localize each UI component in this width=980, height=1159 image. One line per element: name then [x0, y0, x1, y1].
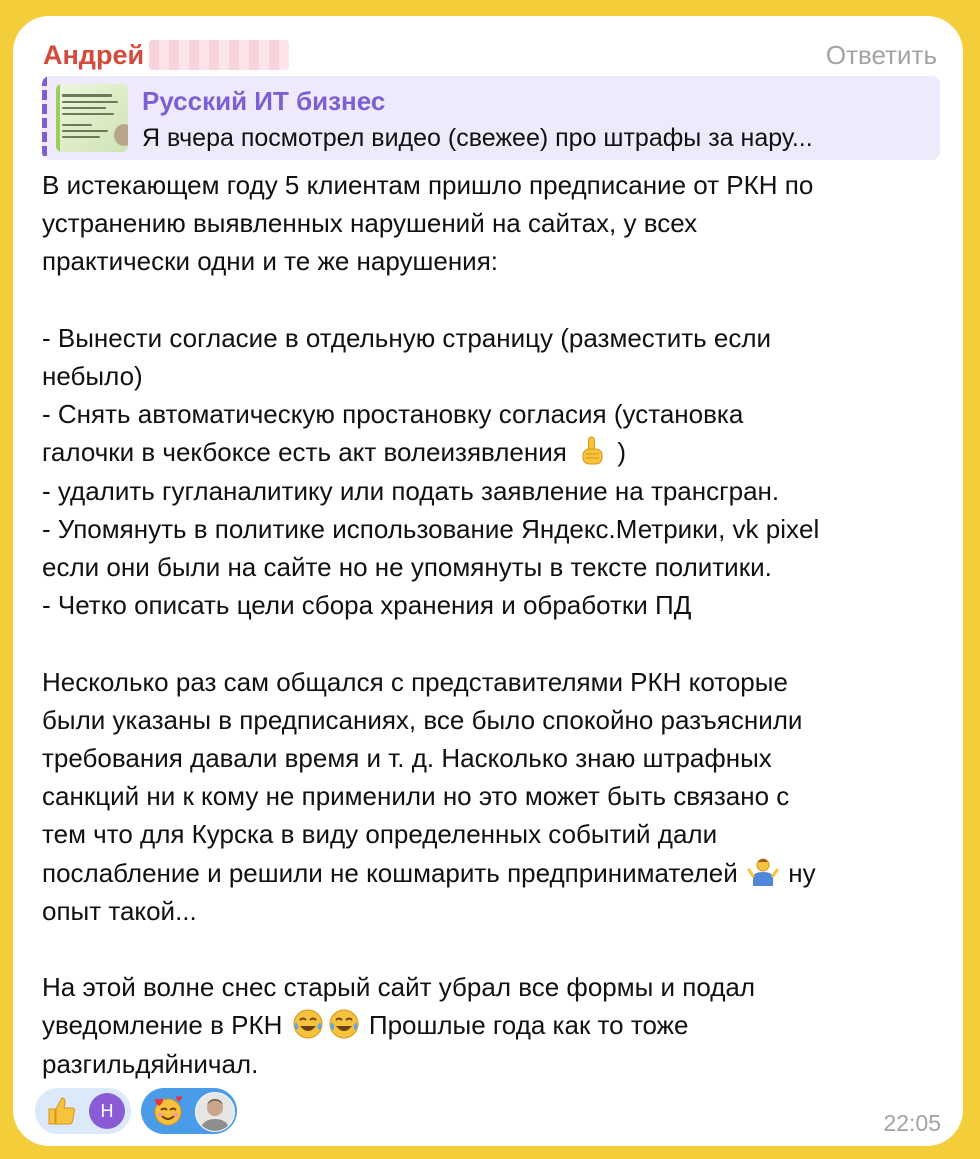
text-line-with-emoji: уведомление в РКН Прошлые года как то тоже: [42, 1010, 689, 1041]
text-line: санкций ни к кому не применили но это может быть связано с: [42, 781, 790, 812]
index-pointing-up-icon: [576, 435, 608, 467]
message-time: 22:05: [883, 1110, 941, 1136]
text-line: Несколько раз сам общался с представителями РКН которые: [42, 666, 788, 697]
text-line: опыт такой...: [42, 895, 197, 926]
reactor-avatar: Н: [89, 1093, 125, 1129]
text-line-with-emoji: галочки в чекбоксе есть акт волеизявления ): [42, 437, 626, 468]
text-line: разгильдяйничал.: [42, 1048, 259, 1079]
quote-text: Я вчера посмотрел видео (свежее) про штрафы за нару...: [142, 124, 813, 152]
text-line: небыло): [42, 361, 143, 391]
text-line: - Вынести согласие в отдельную страницу (разместить если: [42, 322, 772, 353]
sender-surname-blurred: [149, 40, 289, 70]
reply-button[interactable]: Ответить: [825, 40, 937, 70]
text-line: В истекающем году 5 клиентам пришло предписание от РКН по: [42, 170, 814, 200]
paragraph-3: [42, 663, 947, 930]
text-line: - Четко описать цели сбора хранения и обработки ПД: [42, 590, 692, 621]
paragraph-1: [42, 166, 947, 281]
text-line: - Снять автоматическую простановку согласия (установка: [42, 399, 744, 430]
face-with-tears-of-joy-icon: [292, 1008, 324, 1040]
paragraph-2: [42, 319, 947, 625]
smiling-face-with-hearts-icon: [151, 1094, 185, 1128]
text-line: - удалить гугланалитику или подать заявление на трансгран.: [42, 475, 780, 506]
text-line: - Упомянуть в политике использование Яндекс.Метрики, vk pixel: [42, 513, 820, 544]
message-text: [42, 166, 947, 1083]
text-line: были указаны в предписаниях, все было спокойно разъяснили: [42, 704, 803, 735]
reactor-avatar-photo: [195, 1092, 235, 1132]
text-line: требования давали время и т. д. Насколько знаю штрафных: [42, 743, 772, 774]
quote-title: Русский ИТ бизнес: [142, 86, 386, 116]
user-photo-icon: [196, 1093, 234, 1131]
text-line-with-emoji: послабление и решили не кошмарить предпринимателей ну: [42, 857, 816, 888]
face-with-tears-of-joy-icon: [328, 1008, 360, 1040]
text-line: тем что для Курска в виду определенных событий дали: [42, 819, 718, 850]
text-line: На этой волне снес старый сайт убрал все формы и подал: [42, 972, 756, 1003]
quote-accent-bar: [42, 76, 47, 160]
text-line: практически одни и те же нарушения:: [42, 246, 499, 277]
paragraph-4: [42, 968, 947, 1083]
thumbs-up-icon: [45, 1094, 79, 1128]
text-line: устранению выявленных нарушений на сайтах, у всех: [42, 208, 698, 239]
reaction-smiling-hearts[interactable]: [141, 1088, 237, 1134]
message-bubble[interactable]: [13, 16, 963, 1146]
sender-name[interactable]: Андрей: [43, 40, 145, 70]
reaction-thumbs-up[interactable]: [35, 1088, 131, 1134]
reply-quote[interactable]: [42, 76, 940, 160]
text-line: если они были на сайте но не упомянуты в тексте политики.: [42, 552, 772, 583]
quote-thumbnail: [56, 84, 128, 152]
person-shrugging-icon: [747, 856, 779, 888]
